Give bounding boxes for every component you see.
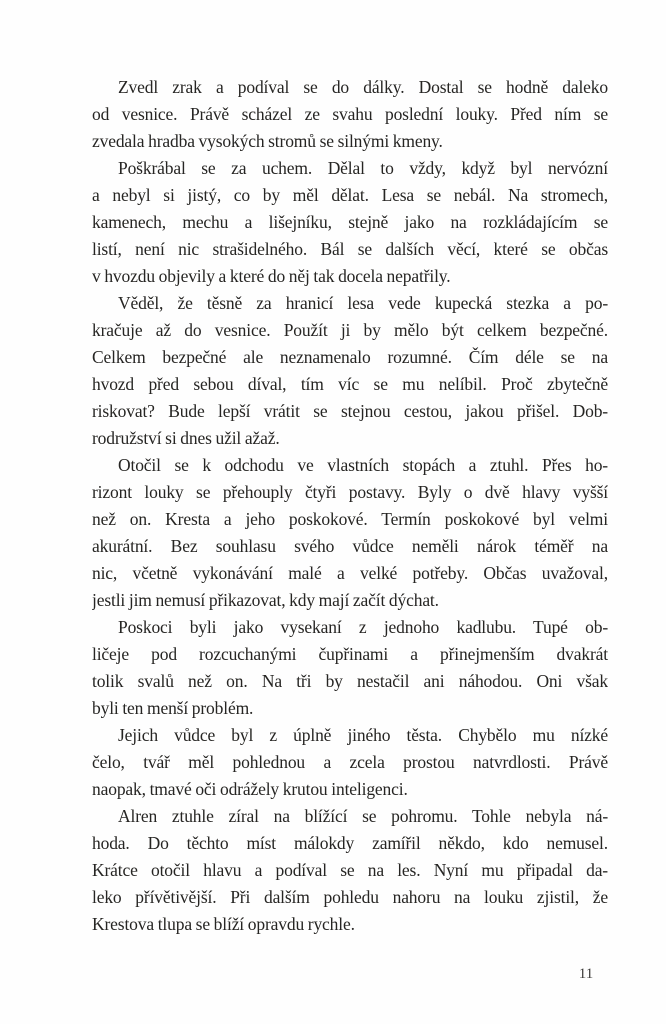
text-line: Celkem bezpečné ale neznamenalo rozumné. Čím déle se na xyxy=(92,347,608,367)
text-line: Zvedl zrak a podíval se do dálky. Dostal se hodně daleko xyxy=(118,77,608,97)
text-line: hvozd před sebou díval, tím víc se mu nelíbil. Proč zbytečně xyxy=(92,374,608,394)
text-line: Jejich vůdce byl z úplně jiného těsta. Chybělo mu nízké xyxy=(118,725,608,745)
text-line: rodružství si dnes užil ažaž. xyxy=(92,428,280,448)
text-line: od vesnice. Právě scházel ze svahu poslední louky. Před ním se xyxy=(92,104,608,124)
text-line: Věděl, že těsně za hranicí lesa vede kupecká stezka a po- xyxy=(118,293,608,313)
body-text xyxy=(92,74,608,938)
text-line: než on. Kresta a jeho poskokové. Termín poskokové byl velmi xyxy=(92,509,608,529)
text-line: byli ten menší problém. xyxy=(92,698,254,718)
text-line: zvedala hradba vysokých stromů se silnými kmeny. xyxy=(92,131,443,151)
text-line: Poškrábal se za uchem. Dělal to vždy, když byl nervózní xyxy=(118,158,608,178)
text-line: leko přívětivější. Při dalším pohledu nahoru na louku zjistil, že xyxy=(92,887,608,907)
text-line: ličeje pod rozcuchanými čupřinami a přinejmenším dvakrát xyxy=(92,644,608,664)
text-line: nic, včetně vykonávání malé a velké potřeby. Občas uvažoval, xyxy=(92,563,608,583)
text-line: tolik svalů než on. Na tři by nestačil ani náhodou. Oni však xyxy=(92,671,608,691)
text-line: Alren ztuhle zíral na blížící se pohromu. Tohle nebyla ná- xyxy=(118,806,608,826)
page-number: 11 xyxy=(578,966,594,982)
text-line: Krestova tlupa se blíží opravdu rychle. xyxy=(92,914,355,934)
text-line: jestli jim nemusí přikazovat, kdy mají začít dýchat. xyxy=(92,590,439,610)
text-line: Poskoci byli jako vysekaní z jednoho kadlubu. Tupé ob- xyxy=(118,617,608,637)
text-line: Otočil se k odchodu ve vlastních stopách a ztuhl. Přes ho- xyxy=(118,455,608,475)
text-line: riskovat? Bude lepší vrátit se stejnou cestou, jakou přišel. Dob- xyxy=(92,401,608,421)
text-line: kamenech, mechu a lišejníku, stejně jako na rozkládajícím se xyxy=(92,212,608,232)
text-line: akurátní. Bez souhlasu svého vůdce neměli nárok téměř na xyxy=(92,536,608,556)
text-line: v hvozdu objevily a které do něj tak docela nepatřily. xyxy=(92,266,451,286)
text-line: listí, není nic strašidelného. Bál se dalších věcí, které se občas xyxy=(92,239,608,259)
text-line: hoda. Do těchto míst málokdy zamířil někdo, kdo nemusel. xyxy=(92,833,608,853)
text-line: Krátce otočil hlavu a podíval se na les. Nyní mu připadal da- xyxy=(92,860,608,880)
text-line: naopak, tmavé oči odrážely krutou inteligenci. xyxy=(92,779,408,799)
text-line: kračuje až do vesnice. Použít ji by mělo být celkem bezpečné. xyxy=(92,320,608,340)
text-line: rizont louky se přehouply čtyři postavy. Byly o dvě hlavy vyšší xyxy=(92,482,608,502)
text-line: a nebyl si jistý, co by měl dělat. Lesa se nebál. Na stromech, xyxy=(92,185,608,205)
text-line: čelo, tvář měl pohlednou a zcela prostou natvrdlosti. Právě xyxy=(92,752,608,772)
